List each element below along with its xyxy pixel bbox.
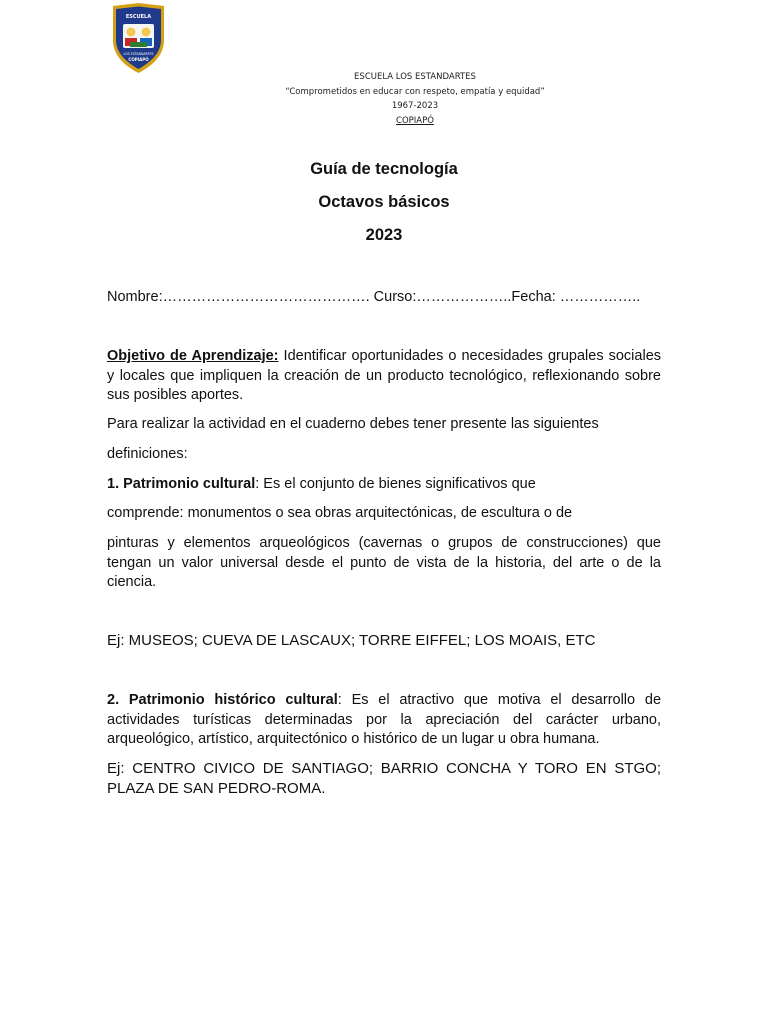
- school-header: [200, 70, 630, 128]
- example-2: Ej: CENTRO CIVICO DE SANTIAGO; BARRIO CONCHA Y TORO EN STGO; PLAZA DE SAN PEDRO-ROMA.: [107, 760, 661, 797]
- title-grade: Octavos básicos: [318, 193, 450, 211]
- crest-text-middle: LOS ESTANDARTES: [123, 52, 154, 56]
- definition-2-text: : Es el atractivo que motiva el desarrollo de actividades turísticas determinadas por la apreciación del carácter urbano, arqueológico, artístico, arquitectónico o histórico de un lugar u obra humana.: [107, 692, 662, 747]
- definition-1-continued: comprende: monumentos o sea obras arquitectónicas, de escultura o de: [107, 505, 573, 521]
- school-crest-icon: [110, 2, 167, 74]
- crest-text-bottom: COPIAPÓ: [128, 57, 149, 62]
- school-city: COPIAPÓ: [396, 115, 434, 126]
- instructions-text: Para realizar la actividad en el cuaderno debes tener presente las siguientes: [107, 416, 599, 432]
- document-title-block: [0, 158, 768, 257]
- title-year: 2023: [365, 226, 403, 244]
- objective-label: Objetivo de Aprendizaje:: [107, 348, 279, 364]
- definition-1-text: : Es el conjunto de bienes significativos que: [255, 476, 536, 492]
- title-guide: Guía de tecnología: [310, 160, 458, 178]
- definition-1: [107, 475, 661, 495]
- school-motto: “Comprometidos en educar con respeto, empatía y equidad”: [285, 86, 545, 97]
- school-name: ESCUELA LOS ESTANDARTES: [354, 72, 476, 82]
- example-1: Ej: MUSEOS; CUEVA DE LASCAUX; TORRE EIFFEL; LOS MOAIS, ETC: [107, 632, 596, 649]
- learning-objective: [107, 347, 661, 406]
- student-info-line: Nombre:……………………………………. Curso:………………..Fecha: ……………..: [107, 289, 641, 305]
- definitions-heading: definiciones:: [107, 446, 188, 462]
- definition-2-label: 2. Patrimonio histórico cultural: [107, 692, 338, 708]
- definition-1-continued-2: pinturas y elementos arqueológicos (cavernas o grupos de construcciones) que tengan un valor universal desde el punto de vista de la historia, del arte o de la ciencia.: [107, 535, 661, 590]
- definition-2: [107, 691, 661, 750]
- definition-1-label: 1. Patrimonio cultural: [107, 476, 256, 492]
- school-years: 1967-2023: [391, 101, 439, 111]
- crest-text-top: ESCUELA: [125, 14, 152, 20]
- objective-text: Identificar oportunidades o necesidades grupales sociales y locales que impliquen la creación de un producto tecnológico, reflexionando sobre sus posibles aportes.: [107, 348, 662, 403]
